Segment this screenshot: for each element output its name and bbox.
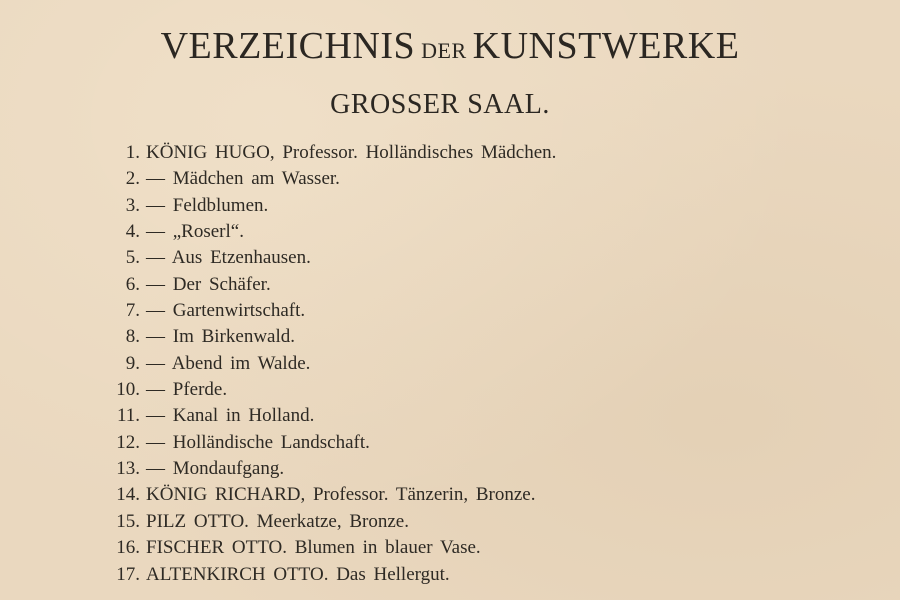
item-text: KÖNIG RICHARD, Professor. Tänzerin, Bronze. [146, 484, 536, 506]
list-item [100, 482, 556, 508]
item-number: 14. [116, 484, 140, 506]
title-word-kunstwerke: KUNSTWERKE [472, 25, 740, 67]
item-text: — Mondaufgang. [146, 458, 285, 480]
item-number: 6. [125, 273, 140, 295]
list-item [100, 456, 556, 482]
item-number: 11. [116, 405, 140, 427]
item-text: KÖNIG HUGO, Professor. Holländisches Mädchen. [146, 142, 557, 163]
item-number: 13. [116, 458, 140, 480]
item-number: 16. [116, 537, 140, 559]
item-number: 2. [125, 168, 140, 190]
title-word-verzeichnis: VERZEICHNIS [160, 25, 416, 67]
list-item [100, 430, 556, 456]
list-item [100, 245, 556, 271]
title-word-der: DER [421, 38, 467, 63]
item-text: PILZ OTTO. Meerkatze, Bronze. [146, 510, 409, 532]
item-text: — Der Schäfer. [146, 273, 271, 295]
item-number: 4. [125, 221, 140, 243]
list-item [100, 562, 556, 588]
list-item [100, 324, 556, 350]
item-text: ALTENKIRCH OTTO. Das Hellergut. [146, 563, 450, 585]
item-text: — Pferde. [146, 379, 228, 401]
list-item [100, 140, 556, 166]
item-number: 3. [125, 194, 140, 216]
item-text: — „Roserl“. [146, 221, 244, 243]
list-item [100, 219, 556, 245]
list-item [100, 377, 556, 403]
item-text: FISCHER OTTO. Blumen in blauer Vase. [146, 537, 481, 559]
list-item [100, 403, 556, 429]
artwork-list [100, 140, 556, 588]
list-item [100, 166, 556, 192]
list-item [100, 272, 556, 298]
item-number: 17. [116, 563, 140, 585]
page-title [0, 24, 900, 68]
item-text: — Gartenwirtschaft. [146, 300, 306, 322]
item-number: 9. [125, 352, 140, 374]
item-number: 7. [125, 300, 140, 322]
list-item [100, 509, 556, 535]
item-text: — Aus Etzenhausen. [146, 247, 311, 269]
item-number: 1. [125, 142, 140, 163]
item-text: — Mädchen am Wasser. [146, 168, 340, 190]
list-item [100, 193, 556, 219]
item-number: 15. [116, 510, 140, 532]
item-text: — Feldblumen. [146, 194, 269, 216]
list-item [100, 298, 556, 324]
item-number: 5. [125, 247, 140, 269]
item-number: 8. [125, 326, 140, 348]
section-heading: GROSSER SAAL. [330, 89, 550, 120]
item-text: — Im Birkenwald. [146, 326, 296, 348]
item-number: 12. [116, 431, 140, 453]
item-text: — Kanal in Holland. [146, 405, 315, 427]
item-text: — Holländische Landschaft. [146, 431, 370, 453]
list-item [100, 351, 556, 377]
item-text: — Abend im Walde. [146, 352, 311, 374]
item-number: 10. [116, 379, 140, 401]
list-item [100, 535, 556, 561]
